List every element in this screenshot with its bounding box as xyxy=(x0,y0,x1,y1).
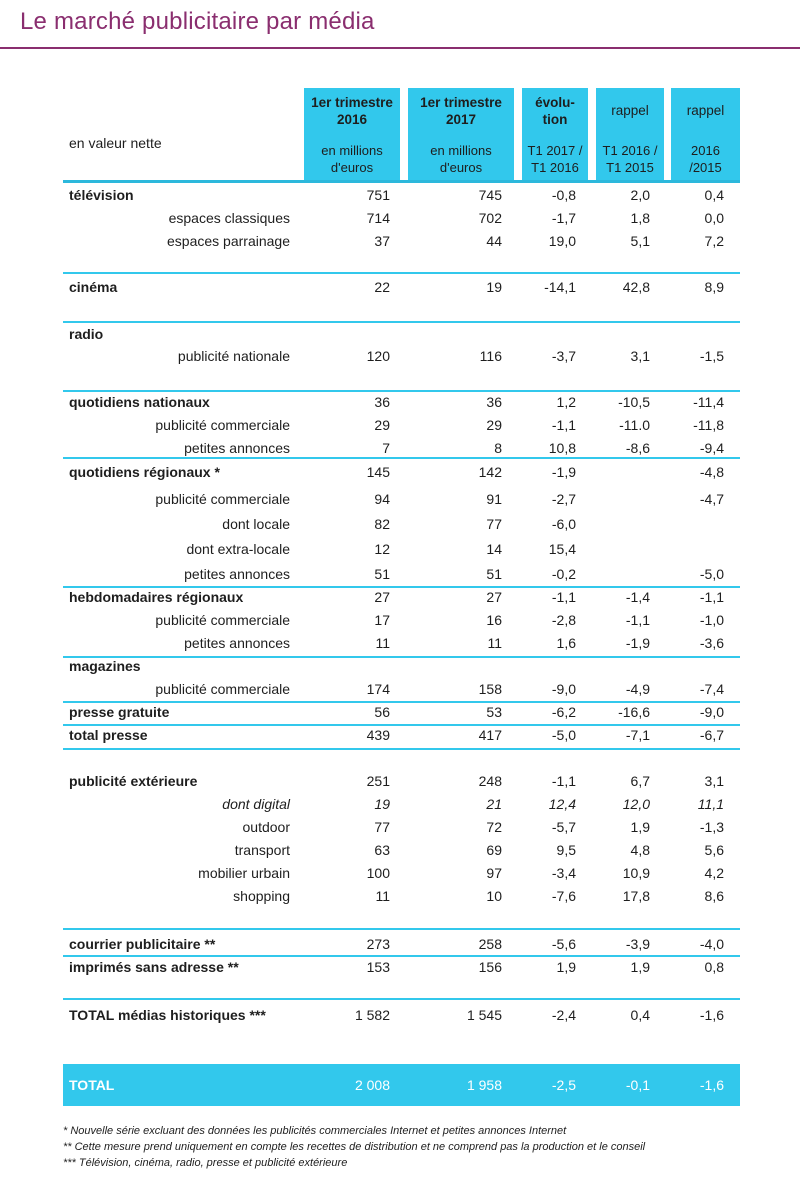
cell-evolution: -5,0 xyxy=(551,727,576,743)
cell-value-2017: 745 xyxy=(478,187,502,203)
column-header-value-2016 xyxy=(304,88,400,181)
cell-value-2016: 120 xyxy=(366,348,390,364)
cell-rappel-t1: -3,9 xyxy=(625,936,650,952)
column-header-title: 1er trimestre 2017 xyxy=(420,95,502,127)
cell-rappel-year: -11,8 xyxy=(693,417,724,433)
cell-value-2016: 63 xyxy=(374,842,390,858)
cell-value-2016: 12 xyxy=(374,541,390,557)
cell-evolution: 19,0 xyxy=(548,233,576,249)
cell-value-2017: 158 xyxy=(478,681,502,697)
table-row xyxy=(0,462,800,482)
row-divider xyxy=(63,180,740,183)
cell-rappel-t1: 1,8 xyxy=(630,210,650,226)
column-header-evolution xyxy=(522,88,588,181)
cell-evolution: -3,4 xyxy=(551,865,576,881)
cell-value-2017: 21 xyxy=(486,796,502,812)
cell-rappel-t1: -16,6 xyxy=(618,704,650,720)
cell-rappel-year: -1,3 xyxy=(699,819,724,835)
footnote: *** Télévision, cinéma, radio, presse et publicité extérieure xyxy=(63,1157,348,1169)
cell-value-2017: 51 xyxy=(486,566,502,582)
cell-value-2017: 417 xyxy=(478,727,502,743)
cell-rappel-year: -1,6 xyxy=(699,1007,724,1023)
cell-rappel-year: 8,6 xyxy=(704,888,724,904)
cell-rappel-year: -6,7 xyxy=(699,727,724,743)
footnote: ** Cette mesure prend uniquement en compte les recettes de distribution et ne comprend pas la production et le conseil xyxy=(63,1141,646,1153)
cell-rappel-year: -4,7 xyxy=(699,491,724,507)
row-label: espaces parrainage xyxy=(167,233,290,249)
table-row xyxy=(0,771,800,791)
cell-value-2016: 17 xyxy=(374,612,390,628)
cell-value-2016: 11 xyxy=(375,635,390,651)
row-label: courrier publicitaire ** xyxy=(69,936,216,952)
total-value-evolution: -2,5 xyxy=(551,1077,576,1093)
cell-rappel-year: 11,1 xyxy=(697,796,724,812)
cell-value-2016: 77 xyxy=(374,819,390,835)
cell-value-2016: 29 xyxy=(374,417,390,433)
cell-evolution: -5,7 xyxy=(551,819,576,835)
row-label: quotidiens régionaux * xyxy=(69,464,220,480)
cell-value-2017: 702 xyxy=(478,210,502,226)
cell-rappel-year: 8,9 xyxy=(704,279,724,295)
page-title: Le marché publicitaire par média xyxy=(20,8,375,35)
row-label: total presse xyxy=(69,727,148,743)
cell-value-2017: 156 xyxy=(478,959,502,975)
cell-value-2016: 7 xyxy=(382,440,390,456)
table-row xyxy=(0,633,800,653)
cell-value-2016: 51 xyxy=(374,566,390,582)
cell-value-2016: 174 xyxy=(366,681,390,697)
row-divider xyxy=(63,272,740,274)
table-row xyxy=(0,817,800,837)
cell-evolution: -1,1 xyxy=(551,773,576,789)
cell-evolution: 1,9 xyxy=(556,959,576,975)
cell-value-2017: 11 xyxy=(487,635,502,651)
cell-rappel-year: 4,2 xyxy=(704,865,724,881)
row-label: presse gratuite xyxy=(69,704,170,720)
table-row xyxy=(0,392,800,412)
cell-rappel-year: 0,4 xyxy=(704,187,724,203)
table-row xyxy=(0,231,800,251)
cell-value-2016: 439 xyxy=(366,727,390,743)
cell-rappel-year: -7,4 xyxy=(699,681,724,697)
table-row xyxy=(0,324,800,344)
cell-evolution: -2,4 xyxy=(551,1007,576,1023)
total-value-2017: 1 958 xyxy=(466,1077,502,1093)
cell-value-2016: 37 xyxy=(374,233,390,249)
row-label: TOTAL médias historiques *** xyxy=(69,1007,266,1023)
row-label: publicité commerciale xyxy=(155,491,290,507)
cell-value-2017: 8 xyxy=(494,440,502,456)
cell-value-2016: 145 xyxy=(366,464,390,480)
table-row xyxy=(0,725,800,745)
table-row xyxy=(0,564,800,584)
cell-evolution: -6,2 xyxy=(551,704,576,720)
cell-evolution: -0,2 xyxy=(551,566,576,582)
table-row xyxy=(0,863,800,883)
column-header-unit: T1 2017 / T1 2016 xyxy=(527,143,583,175)
cell-rappel-year: 5,6 xyxy=(704,842,724,858)
cell-evolution: -14,1 xyxy=(544,279,576,295)
table-row xyxy=(0,702,800,722)
unit-label: en valeur nette xyxy=(69,135,162,151)
cell-value-2017: 258 xyxy=(478,936,502,952)
cell-rappel-t1: -8,6 xyxy=(625,440,650,456)
row-label: mobilier urbain xyxy=(198,865,290,881)
cell-rappel-year: -9,0 xyxy=(699,704,724,720)
table-row xyxy=(0,679,800,699)
cell-value-2017: 77 xyxy=(486,516,502,532)
cell-value-2017: 248 xyxy=(478,773,502,789)
total-value-2016: 2 008 xyxy=(354,1077,390,1093)
cell-value-2016: 36 xyxy=(374,394,390,410)
cell-value-2016: 251 xyxy=(366,773,390,789)
cell-evolution: 9,5 xyxy=(556,842,576,858)
cell-value-2016: 100 xyxy=(366,865,390,881)
cell-rappel-t1: 17,8 xyxy=(622,888,650,904)
cell-value-2016: 94 xyxy=(374,491,390,507)
table-row xyxy=(0,610,800,630)
row-label: publicité commerciale xyxy=(155,417,290,433)
column-header-title: rappel xyxy=(611,103,649,118)
column-header-unit: en millions d'euros xyxy=(321,143,383,175)
row-label: dont digital xyxy=(222,796,290,812)
total-value-rappel-t1: -0,1 xyxy=(625,1077,650,1093)
cell-value-2016: 714 xyxy=(366,210,390,226)
cell-evolution: -1,7 xyxy=(551,210,576,226)
row-label: dont extra-locale xyxy=(186,541,290,557)
cell-value-2017: 36 xyxy=(486,394,502,410)
cell-rappel-t1: 0,4 xyxy=(630,1007,650,1023)
table-row xyxy=(0,185,800,205)
row-label: espaces classiques xyxy=(168,210,290,226)
cell-rappel-year: -1,1 xyxy=(699,589,724,605)
cell-rappel-t1: 3,1 xyxy=(630,348,650,364)
row-divider xyxy=(63,928,740,930)
cell-evolution: 1,2 xyxy=(556,394,576,410)
row-label: imprimés sans adresse ** xyxy=(69,959,239,975)
cell-value-2016: 82 xyxy=(374,516,390,532)
cell-value-2017: 10 xyxy=(486,888,502,904)
cell-rappel-t1: -7,1 xyxy=(625,727,650,743)
cell-rappel-year: 0,0 xyxy=(704,210,724,226)
table-row xyxy=(0,587,800,607)
row-label: publicité nationale xyxy=(177,348,290,364)
table-row xyxy=(0,794,800,814)
cell-evolution: 15,4 xyxy=(548,541,576,557)
cell-rappel-t1: 2,0 xyxy=(630,187,650,203)
row-label: cinéma xyxy=(69,279,118,295)
table-row xyxy=(0,489,800,509)
cell-evolution: -2,8 xyxy=(551,612,576,628)
cell-rappel-t1: -4,9 xyxy=(625,681,650,697)
row-label: shopping xyxy=(233,888,290,904)
cell-rappel-t1: -1,1 xyxy=(625,612,650,628)
cell-evolution: -0,8 xyxy=(551,187,576,203)
table-row xyxy=(0,438,800,458)
table-row xyxy=(0,1005,800,1025)
cell-evolution: 12,4 xyxy=(548,796,576,812)
cell-rappel-year: -1,0 xyxy=(699,612,724,628)
cell-rappel-t1: 10,9 xyxy=(622,865,650,881)
total-row xyxy=(63,1064,740,1106)
table-row xyxy=(0,346,800,366)
cell-rappel-t1: -1,4 xyxy=(625,589,650,605)
table-row xyxy=(0,934,800,954)
row-label: petites annonces xyxy=(184,440,290,456)
cell-value-2016: 273 xyxy=(366,936,390,952)
cell-rappel-t1: -1,9 xyxy=(625,635,650,651)
row-label: hebdomadaires régionaux xyxy=(69,589,244,605)
row-label: transport xyxy=(234,842,290,858)
footnote: * Nouvelle série excluant des données les publicités commerciales Internet et petites annonces Internet xyxy=(63,1125,567,1137)
cell-value-2017: 27 xyxy=(486,589,502,605)
row-label: publicité extérieure xyxy=(69,773,198,789)
cell-evolution: 1,6 xyxy=(556,635,576,651)
cell-rappel-t1: 4,8 xyxy=(630,842,650,858)
total-value-rappel-year: -1,6 xyxy=(699,1077,724,1093)
cell-rappel-year: -9,4 xyxy=(699,440,724,456)
column-header-value-2017 xyxy=(408,88,514,181)
cell-evolution: -9,0 xyxy=(551,681,576,697)
cell-value-2016: 1 582 xyxy=(354,1007,390,1023)
cell-evolution: 10,8 xyxy=(548,440,576,456)
row-label: publicité commerciale xyxy=(155,612,290,628)
cell-value-2017: 29 xyxy=(486,417,502,433)
total-row-content xyxy=(0,1075,800,1095)
cell-value-2017: 53 xyxy=(486,704,502,720)
cell-value-2017: 1 545 xyxy=(466,1007,502,1023)
row-label: publicité commerciale xyxy=(155,681,290,697)
cell-rappel-year: -4,0 xyxy=(699,936,724,952)
cell-value-2016: 22 xyxy=(374,279,390,295)
cell-evolution: -1,1 xyxy=(551,417,576,433)
table-row xyxy=(0,957,800,977)
cell-rappel-year: 0,8 xyxy=(704,959,724,975)
cell-value-2017: 19 xyxy=(486,279,502,295)
table-row xyxy=(0,886,800,906)
cell-value-2016: 11 xyxy=(375,888,390,904)
cell-rappel-t1: 12,0 xyxy=(622,796,650,812)
cell-value-2016: 19 xyxy=(374,796,390,812)
row-label: petites annonces xyxy=(184,566,290,582)
cell-value-2016: 56 xyxy=(374,704,390,720)
cell-rappel-t1: 42,8 xyxy=(622,279,650,295)
total-label: TOTAL xyxy=(69,1077,115,1093)
cell-evolution: -2,7 xyxy=(551,491,576,507)
cell-rappel-year: 3,1 xyxy=(704,773,724,789)
cell-value-2017: 116 xyxy=(479,348,502,364)
cell-value-2017: 72 xyxy=(486,819,502,835)
cell-value-2017: 97 xyxy=(486,865,502,881)
row-label: outdoor xyxy=(242,819,290,835)
table-row xyxy=(0,277,800,297)
cell-value-2017: 142 xyxy=(478,464,502,480)
column-header-title: évolu- tion xyxy=(535,95,575,127)
cell-value-2016: 751 xyxy=(366,187,390,203)
column-header-unit: T1 2016 / T1 2015 xyxy=(602,143,658,175)
cell-value-2017: 91 xyxy=(486,491,502,507)
column-header-rappel-t1 xyxy=(596,88,664,181)
title-divider xyxy=(0,47,800,49)
column-header-title: rappel xyxy=(686,103,725,118)
row-label: petites annonces xyxy=(184,635,290,651)
column-header-rappel-year xyxy=(671,88,740,181)
row-label: télévision xyxy=(69,187,134,203)
cell-evolution: -6,0 xyxy=(551,516,576,532)
row-label: radio xyxy=(69,326,104,342)
row-label: magazines xyxy=(69,658,141,674)
table-row xyxy=(0,656,800,676)
cell-rappel-t1: 5,1 xyxy=(630,233,650,249)
column-header-unit: 2016 /2015 xyxy=(689,143,722,175)
cell-rappel-year: -11,4 xyxy=(693,394,724,410)
row-label: quotidiens nationaux xyxy=(69,394,210,410)
cell-rappel-year: -1,5 xyxy=(699,348,724,364)
cell-evolution: -7,6 xyxy=(551,888,576,904)
cell-rappel-t1: 1,9 xyxy=(630,819,650,835)
cell-value-2016: 153 xyxy=(366,959,390,975)
table-row xyxy=(0,539,800,559)
cell-rappel-year: -3,6 xyxy=(699,635,724,651)
row-divider xyxy=(63,998,740,1000)
cell-value-2017: 14 xyxy=(486,541,502,557)
cell-rappel-t1: 6,7 xyxy=(630,773,650,789)
table-row xyxy=(0,208,800,228)
row-divider xyxy=(63,321,740,323)
table-row xyxy=(0,840,800,860)
cell-value-2017: 16 xyxy=(486,612,502,628)
cell-rappel-year: -5,0 xyxy=(699,566,724,582)
cell-rappel-t1: 1,9 xyxy=(630,959,650,975)
cell-evolution: -1,9 xyxy=(551,464,576,480)
table-row xyxy=(0,415,800,435)
cell-value-2017: 44 xyxy=(486,233,502,249)
column-header-title: 1er trimestre 2016 xyxy=(311,95,393,127)
cell-evolution: -3,7 xyxy=(551,348,576,364)
row-divider xyxy=(63,748,740,750)
row-label: dont locale xyxy=(222,516,290,532)
cell-evolution: -5,6 xyxy=(551,936,576,952)
cell-rappel-t1: -11.0 xyxy=(619,417,650,433)
cell-rappel-year: 7,2 xyxy=(704,233,724,249)
cell-rappel-year: -4,8 xyxy=(699,464,724,480)
cell-rappel-t1: -10,5 xyxy=(618,394,650,410)
cell-value-2016: 27 xyxy=(374,589,390,605)
table-row xyxy=(0,514,800,534)
cell-evolution: -1,1 xyxy=(551,589,576,605)
cell-value-2017: 69 xyxy=(486,842,502,858)
column-header-unit: en millions d'euros xyxy=(430,143,492,175)
